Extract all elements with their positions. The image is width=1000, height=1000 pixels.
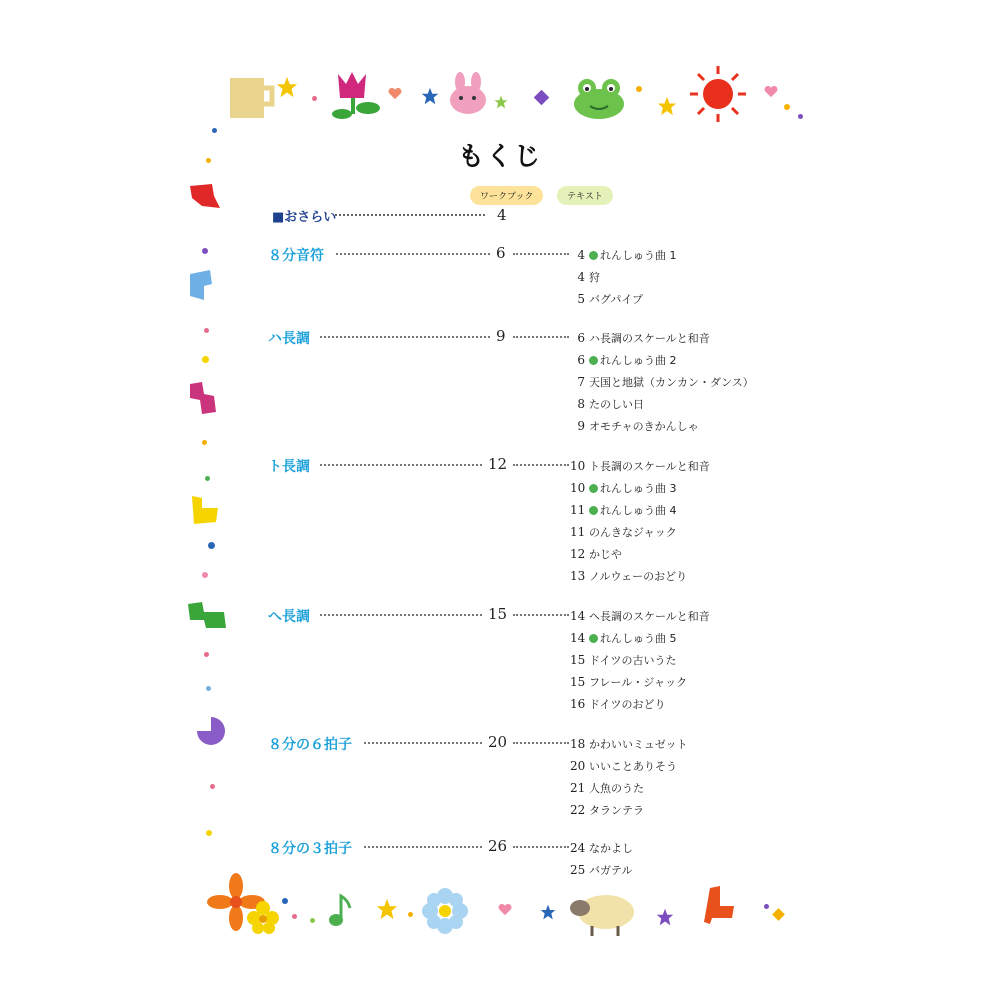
item-label: タランテラ — [589, 804, 644, 817]
star-icon — [276, 76, 298, 98]
list-item — [570, 608, 750, 624]
item-label: 狩 — [589, 271, 600, 284]
leader-dots — [336, 253, 490, 255]
item-label: れんしゅう曲 4 — [600, 504, 677, 517]
flower-icon — [420, 886, 470, 936]
item-label: ドイツの古いうた — [589, 654, 677, 667]
item-label: 人魚のうた — [589, 782, 644, 795]
review-entry: ■おさらい — [272, 210, 337, 225]
list-item — [570, 374, 754, 390]
list-item — [570, 330, 750, 346]
list-item — [570, 630, 750, 646]
leader-dots — [364, 742, 482, 744]
flower-icon — [246, 900, 280, 934]
item-label: バガテル — [589, 864, 633, 877]
star-icon — [540, 904, 556, 920]
item-text-page: 6 — [577, 331, 585, 345]
section-workbook-page: 26 — [488, 837, 508, 855]
leader-dots — [513, 742, 569, 744]
item-text-page: 11 — [570, 503, 586, 517]
leader-dots — [513, 336, 569, 338]
rabbit-icon — [446, 72, 492, 116]
list-item — [570, 352, 750, 368]
section-workbook-page: 9 — [496, 327, 506, 345]
leader-dots — [320, 614, 482, 616]
section-title: ８分音符 — [268, 248, 324, 264]
item-label: ハ長調のスケールと和音 — [589, 332, 710, 345]
item-label: れんしゅう曲 2 — [600, 354, 677, 367]
section-title: ト長調 — [268, 459, 310, 475]
section-workbook-page: 12 — [488, 455, 508, 473]
section-title: ハ長調 — [268, 331, 310, 347]
list-item — [570, 524, 750, 540]
item-label: ノルウェーのおどり — [589, 570, 688, 583]
item-label: バグパイプ — [589, 293, 644, 306]
list-item — [570, 502, 750, 518]
practice-dot-icon — [589, 506, 598, 515]
item-text-page: 4 — [577, 248, 585, 262]
frog-icon — [572, 78, 626, 120]
workbook-column-badge: ワークブック — [470, 186, 543, 205]
list-item — [570, 396, 750, 412]
star-icon — [421, 87, 439, 105]
list-item — [570, 736, 750, 752]
item-text-page: 21 — [570, 781, 586, 795]
item-label: かじや — [589, 548, 622, 561]
item-text-page: 22 — [570, 803, 586, 817]
leader-dots — [364, 846, 482, 848]
heart-icon — [764, 86, 778, 98]
heart-icon — [388, 88, 402, 100]
section-title: ８分の３拍子 — [268, 841, 352, 857]
leader-dots — [513, 253, 569, 255]
list-item — [570, 546, 750, 562]
heart-icon — [498, 904, 512, 916]
list-item — [570, 418, 750, 434]
leader-dots — [513, 846, 569, 848]
music-note-icon — [326, 892, 354, 928]
list-item — [570, 758, 750, 774]
item-label: かわいいミュゼット — [589, 738, 688, 751]
star-icon — [376, 898, 398, 920]
item-text-page: 24 — [570, 841, 586, 855]
item-text-page: 18 — [570, 737, 586, 751]
item-text-page: 15 — [570, 653, 586, 667]
item-text-page: 25 — [570, 863, 586, 877]
practice-dot-icon — [589, 251, 598, 260]
item-text-page: 9 — [577, 419, 585, 433]
practice-dot-icon — [589, 356, 598, 365]
sheep-icon — [566, 890, 638, 938]
list-item — [570, 291, 750, 307]
item-text-page: 8 — [577, 397, 585, 411]
list-item — [570, 568, 750, 584]
list-item — [570, 458, 750, 474]
section-title: へ長調 — [268, 609, 310, 625]
tulip-icon — [330, 70, 386, 120]
list-item — [570, 269, 750, 285]
section-workbook-page: 15 — [488, 605, 508, 623]
review-page: 4 — [497, 206, 507, 224]
item-label: ヘ長調のスケールと和音 — [589, 610, 710, 623]
item-label: 天国と地獄（カンカン・ダンス） — [589, 376, 754, 389]
practice-dot-icon — [589, 484, 598, 493]
item-label: いいことありそう — [589, 760, 677, 773]
practice-dot-icon — [589, 634, 598, 643]
leader-dots — [513, 464, 569, 466]
item-text-page: 20 — [570, 759, 586, 773]
item-text-page: 14 — [570, 631, 586, 645]
item-label: なかよし — [589, 842, 633, 855]
item-text-page: 10 — [570, 459, 586, 473]
list-item — [570, 802, 750, 818]
item-text-page: 5 — [577, 292, 585, 306]
item-label: オモチャのきかんしゃ — [589, 420, 699, 433]
item-text-page: 6 — [577, 353, 585, 367]
list-item — [570, 674, 750, 690]
item-label: のんきなジャック — [589, 526, 677, 539]
item-label: れんしゅう曲 1 — [600, 249, 677, 262]
list-item — [570, 480, 750, 496]
item-label: たのしい日 — [589, 398, 644, 411]
leader-dots — [320, 464, 482, 466]
star-icon — [657, 96, 677, 116]
leader-dots — [335, 214, 485, 216]
list-item — [570, 862, 750, 878]
item-text-page: 14 — [570, 609, 586, 623]
leader-dots — [320, 336, 490, 338]
page-title: もくじ — [457, 142, 542, 172]
section-workbook-page: 6 — [496, 244, 506, 262]
star-icon — [656, 908, 674, 926]
list-item — [570, 840, 750, 856]
item-text-page: 16 — [570, 697, 586, 711]
cup-icon — [228, 76, 278, 120]
item-text-page: 7 — [577, 375, 585, 389]
sun-icon — [688, 64, 748, 124]
item-text-page: 12 — [570, 547, 586, 561]
item-label: ト長調のスケールと和音 — [589, 460, 710, 473]
item-text-page: 10 — [570, 481, 586, 495]
star-icon — [494, 95, 508, 109]
section-workbook-page: 20 — [488, 733, 508, 751]
item-label: れんしゅう曲 3 — [600, 482, 677, 495]
leader-dots — [513, 614, 569, 616]
list-item — [570, 247, 750, 263]
section-title: ８分の６拍子 — [268, 737, 352, 753]
list-item — [570, 652, 750, 668]
text-column-badge: テキスト — [557, 186, 613, 205]
item-label: フレール・ジャック — [589, 676, 688, 689]
list-item — [570, 780, 750, 796]
list-item — [570, 696, 750, 712]
item-text-page: 11 — [570, 525, 586, 539]
item-text-page: 4 — [577, 270, 585, 284]
item-label: れんしゅう曲 5 — [600, 632, 677, 645]
item-label: ドイツのおどり — [589, 698, 666, 711]
item-text-page: 13 — [570, 569, 586, 583]
item-text-page: 15 — [570, 675, 586, 689]
